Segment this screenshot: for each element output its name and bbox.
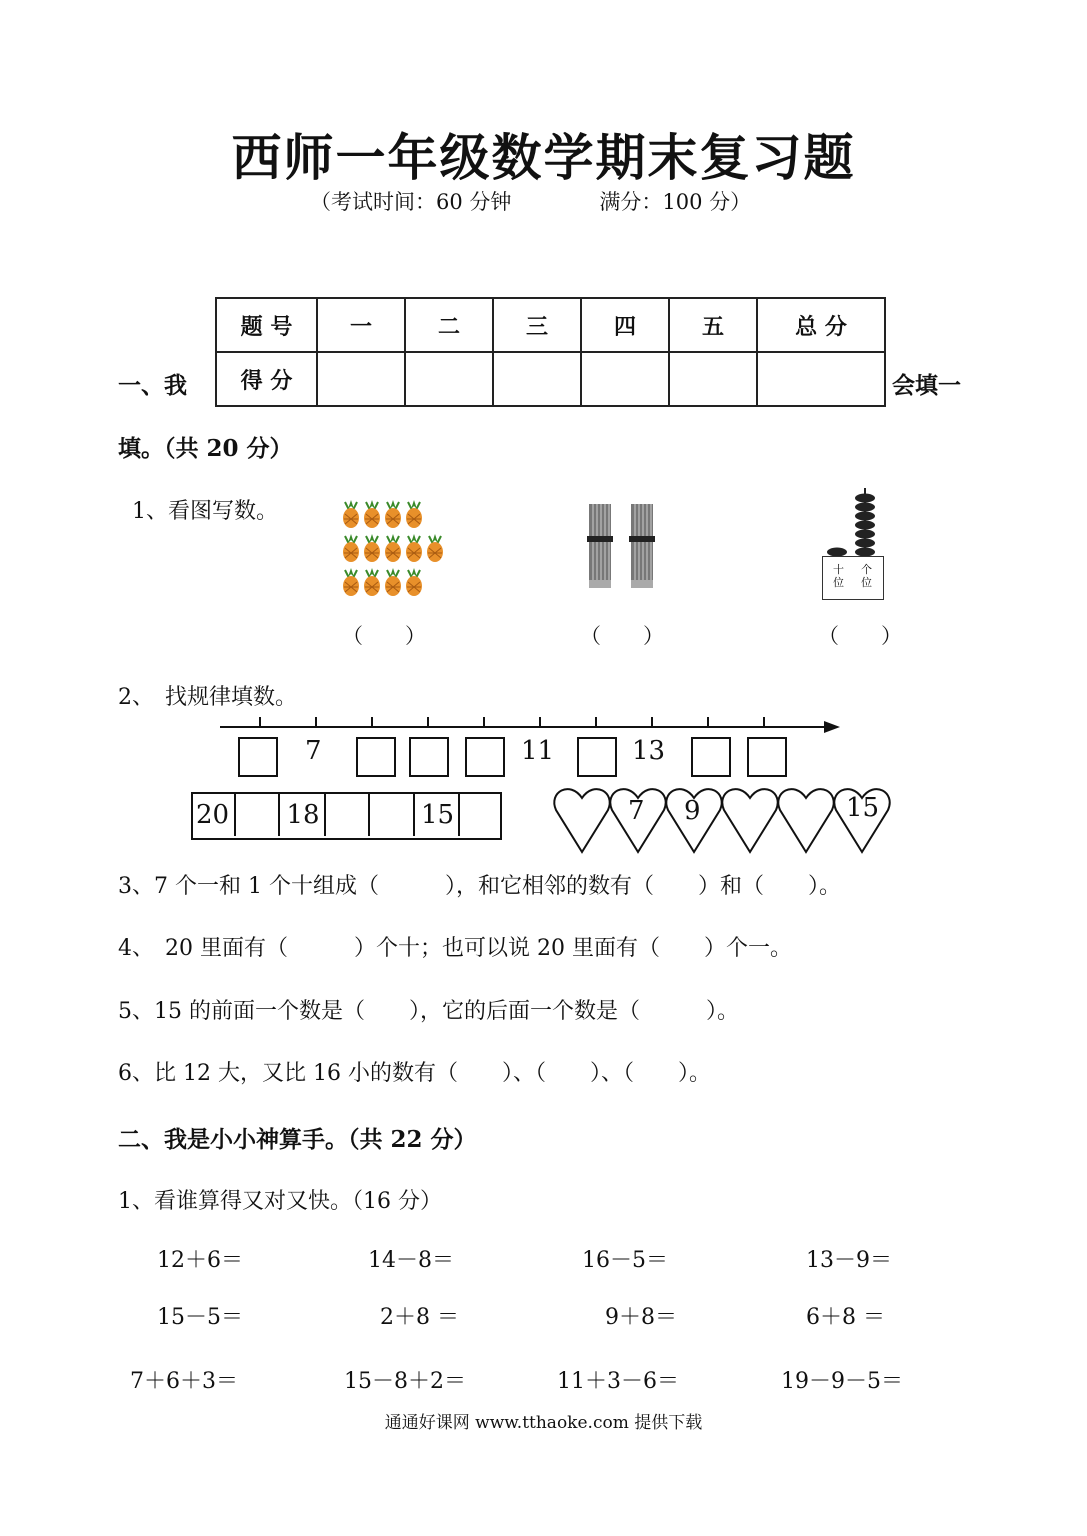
- score-cell: [581, 352, 669, 406]
- section1-heading-right: 会填一: [892, 372, 961, 399]
- decreasing-row-blank[interactable]: [234, 792, 280, 836]
- abacus-ones-bead: [855, 539, 875, 548]
- q1-answer-blank: （ ）: [818, 624, 902, 648]
- score-table-score-row: [216, 352, 885, 406]
- score-header-cell: 四: [581, 298, 669, 352]
- equation: 15－8＋2＝: [344, 1369, 466, 1394]
- section2-heading: 二、我是小小神算手。（共 22 分）: [118, 1126, 477, 1153]
- section2-q1-label: 1、看谁算得又对又快。（16 分）: [118, 1189, 442, 1214]
- equation: 2＋8 ＝: [380, 1305, 459, 1330]
- q5-text: 5、15 的前面一个数是（ ），它的后面一个数是（ ）。: [118, 999, 739, 1024]
- number-line-blank-box[interactable]: [409, 737, 449, 777]
- score-header-cell: 题 号: [216, 298, 317, 352]
- number-line-blank-box[interactable]: [577, 737, 617, 777]
- decreasing-row-blank[interactable]: [368, 792, 415, 836]
- q4-text: 4、 20 里面有（ ）个十；也可以说 20 里面有（ ）个一。: [118, 936, 792, 961]
- pineapple-row-1: [343, 500, 422, 528]
- score-header-cell: 三: [493, 298, 581, 352]
- stick-bundles-picture: [585, 498, 665, 594]
- score-table: [215, 297, 886, 407]
- abacus-ones-bead: [855, 503, 875, 512]
- equation: 11＋3－6＝: [557, 1369, 679, 1394]
- exam-full-score: 满分：100 分）: [599, 190, 752, 214]
- section1-heading-cont: 填。（共 20 分）: [118, 435, 293, 462]
- abacus-ones-bead: [855, 530, 875, 539]
- number-line-blank-box[interactable]: [238, 737, 278, 777]
- decreasing-row-cell: 18: [278, 792, 326, 836]
- pineapple-row-2: [343, 534, 443, 562]
- abacus-ones-bead: [855, 512, 875, 521]
- number-line-value: 13: [632, 736, 666, 766]
- exam-info: [310, 186, 751, 216]
- q1-answer-blank: （ ）: [580, 624, 664, 648]
- equation: 19－9－5＝: [781, 1369, 903, 1394]
- score-header-cell: 一: [317, 298, 405, 352]
- pineapple-row-3: [343, 568, 422, 596]
- abacus-beads: [822, 486, 884, 558]
- pineapple-picture: [338, 498, 453, 602]
- hearts-row: [552, 782, 896, 854]
- q6-text: 6、比 12 大，又比 16 小的数有（ ）、（ ）、（ ）。: [118, 1061, 711, 1086]
- number-line-value: 7: [305, 736, 322, 766]
- number-line: [218, 712, 848, 738]
- number-line-blank-box[interactable]: [691, 737, 731, 777]
- number-line-value: 11: [521, 736, 555, 766]
- score-table-header-row: [216, 298, 885, 352]
- equation: 6＋8 ＝: [806, 1305, 885, 1330]
- equation: 13－9＝: [806, 1248, 892, 1273]
- equation: 15－5＝: [157, 1305, 243, 1330]
- abacus-tens-label: 十 位: [833, 563, 844, 589]
- decreasing-row-cell: 15: [413, 792, 460, 836]
- abacus-ones-bead: [855, 494, 875, 503]
- heart-value: 9: [684, 796, 701, 826]
- heart-blank: [778, 789, 833, 852]
- score-row-label: 得 分: [216, 352, 317, 406]
- score-header-cell: 五: [669, 298, 757, 352]
- heart-blank: [722, 789, 777, 852]
- number-line-blank-box[interactable]: [747, 737, 787, 777]
- decreasing-row-blank[interactable]: [324, 792, 370, 836]
- q3-text: 3、7 个一和 1 个十组成（ ），和它相邻的数有（ ）和（ ）。: [118, 874, 841, 899]
- score-cell: [757, 352, 885, 406]
- page-footer: 通通好课网 www.tthaoke.com 提供下载: [384, 1413, 703, 1433]
- abacus-ones-label: 个 位: [861, 563, 872, 589]
- number-line-blank-box[interactable]: [465, 737, 505, 777]
- heart-value: 15: [846, 793, 880, 823]
- score-header-cell: 二: [405, 298, 493, 352]
- q1-label: 1、看图写数。: [132, 499, 278, 524]
- heart-blank: [554, 789, 609, 852]
- abacus-frame: [822, 556, 884, 600]
- stick-bundle: [587, 504, 613, 588]
- exam-time: （考试时间：60 分钟: [310, 190, 512, 214]
- stick-bundle: [629, 504, 655, 588]
- abacus-ones-bead: [855, 521, 875, 530]
- number-line-blank-box[interactable]: [356, 737, 396, 777]
- score-cell: [317, 352, 405, 406]
- q1-answer-blank: （ ）: [342, 624, 426, 648]
- score-header-cell: 总 分: [757, 298, 885, 352]
- equation: 12＋6＝: [157, 1248, 243, 1273]
- equation: 14－8＝: [368, 1248, 454, 1273]
- score-cell: [405, 352, 493, 406]
- heart-value: 7: [628, 796, 645, 826]
- decreasing-row-blank[interactable]: [458, 792, 500, 836]
- score-cell: [669, 352, 757, 406]
- equation: 9＋8＝: [605, 1305, 677, 1330]
- score-cell: [493, 352, 581, 406]
- equation: 7＋6＋3＝: [130, 1369, 238, 1394]
- page-title: 西师一年级数学期末复习题: [231, 128, 856, 187]
- decreasing-row-cell: 20: [195, 800, 230, 830]
- q2-label: 2、 找规律填数。: [118, 685, 297, 710]
- section1-heading-left: 一、我: [118, 372, 187, 399]
- equation: 16－5＝: [582, 1248, 668, 1273]
